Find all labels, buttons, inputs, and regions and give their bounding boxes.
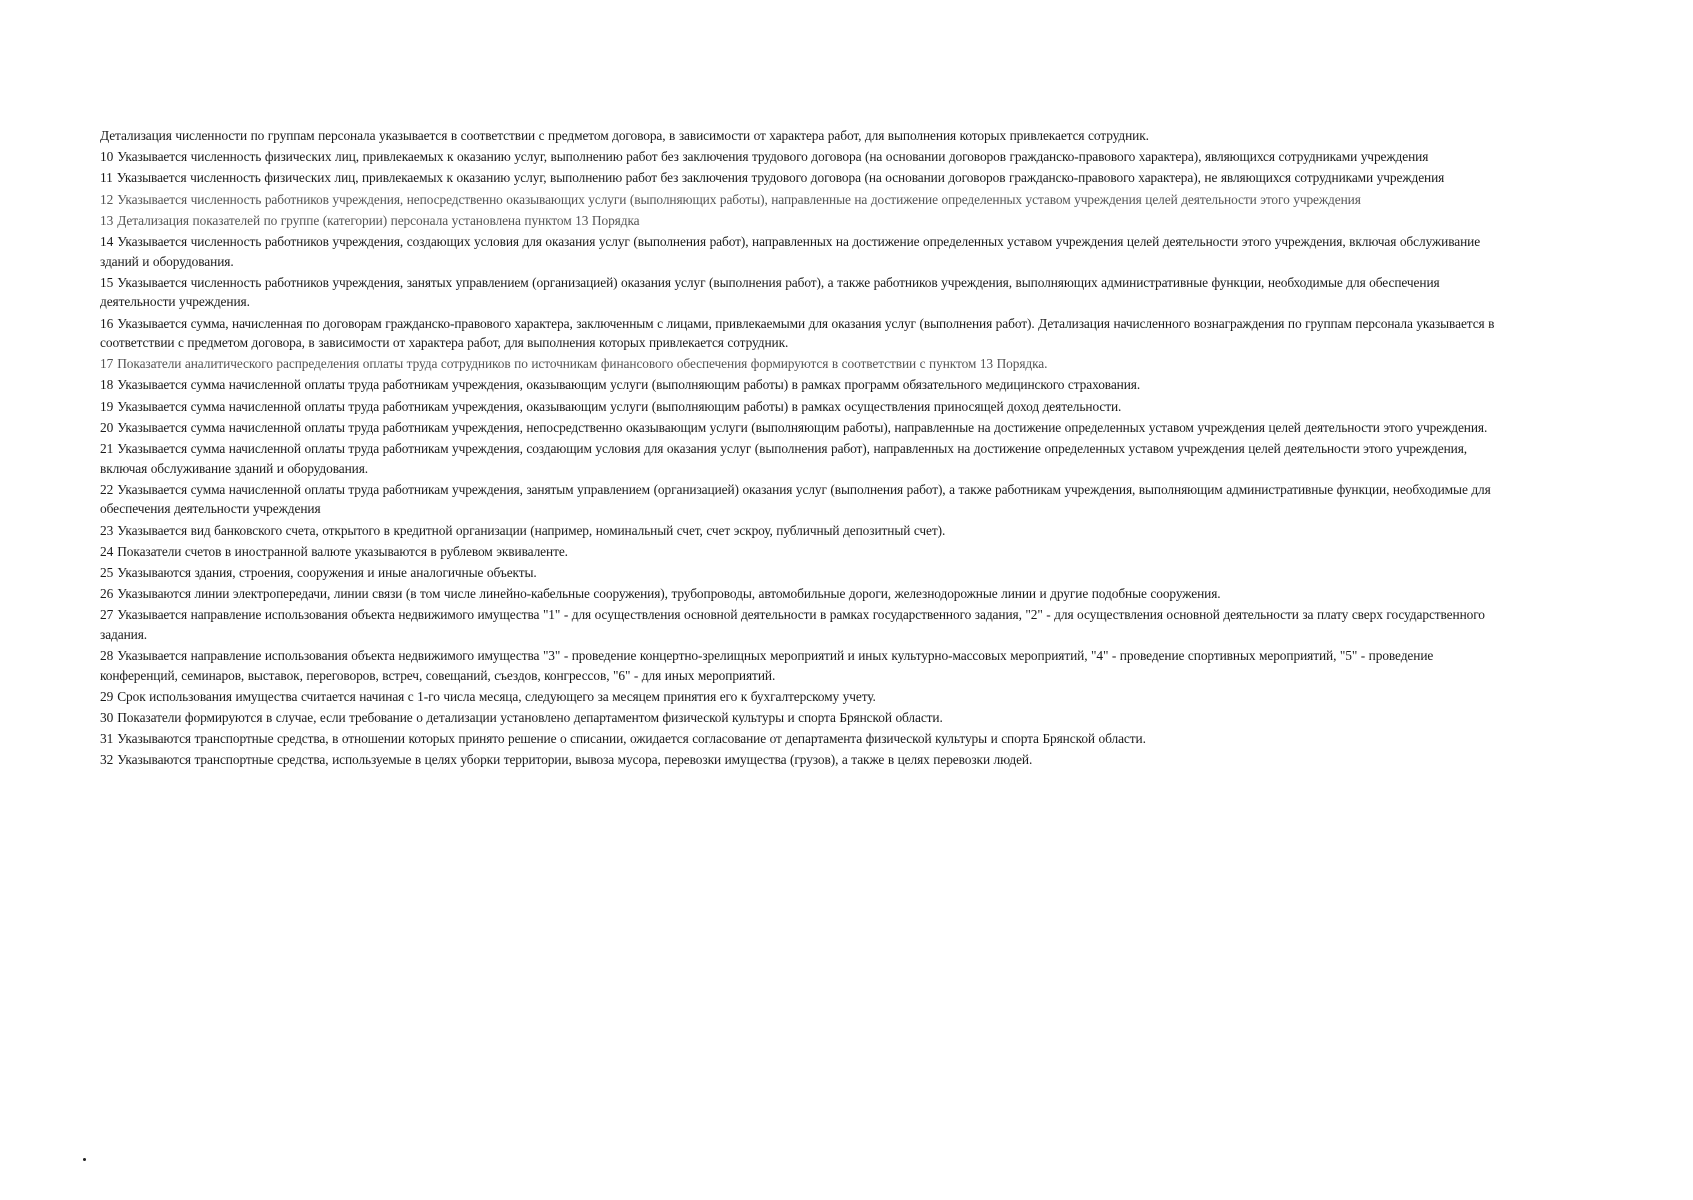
footnote-number: 30 — [100, 710, 114, 726]
footnote-text: Указывается сумма начисленной оплаты труда работникам учреждения, оказывающим услуги (выполняющим работы) в рамках осуществления приносящей доход деятельности. — [117, 398, 1122, 414]
footnote-number: 28 — [100, 648, 114, 664]
footnote-text: Указываются транспортные средства, в отношении которых принято решение о списании, ожидается согласование от департамента физической культуры и спорта Брянской области. — [117, 731, 1146, 747]
footnote-text: Указывается численность физических лиц, привлекаемых к оказанию услуг, выполнению работ без заключения трудового договора (на основании договоров гражданско-правового характера), не являющихся сотрудниками учреждения — [116, 170, 1445, 186]
footnote-number: 20 — [100, 419, 114, 435]
scan-speck — [83, 1158, 86, 1161]
footnote-text: Указывается сумма начисленной оплаты труда работникам учреждения, оказывающим услуги (выполняющим работы) в рамках программ обязательного медицинского страхования. — [117, 377, 1141, 393]
footnote-19 — [100, 397, 1500, 417]
footnote-number: 18 — [100, 377, 114, 393]
footnote-24 — [100, 542, 1500, 562]
footnote-30 — [100, 708, 1500, 728]
footnote-number: 10 — [100, 149, 114, 165]
footnote-15 — [100, 273, 1500, 312]
footnote-31 — [100, 729, 1500, 749]
footnote-number: 29 — [100, 688, 114, 704]
footnote-number: 22 — [100, 481, 114, 497]
footnote-number: 16 — [100, 315, 114, 331]
footnote-number: 32 — [100, 752, 114, 768]
footnote-number: 27 — [100, 607, 114, 623]
footnote-25 — [100, 563, 1500, 583]
footnote-text: Указываются здания, строения, сооружения и иные аналогичные объекты. — [117, 564, 537, 580]
footnote-text: Указывается сумма начисленной оплаты труда работникам учреждения, непосредственно оказывающим услуги (выполняющим работы), направленные на достижение определенных уставом учреждения целей деятельности этого учреждения. — [117, 419, 1488, 435]
footnotes-block — [100, 126, 1500, 772]
footnote-text: Показатели аналитического распределения оплаты труда сотрудников по источникам финансового обеспечения формируются в соответствии с пунктом 13 Порядка. — [117, 356, 1048, 372]
footnote-18 — [100, 375, 1500, 395]
footnote-22 — [100, 480, 1500, 519]
footnote-text: Показатели формируются в случае, если требование о детализации установлено департаментом физической культуры и спорта Брянской области. — [117, 710, 943, 726]
footnote-number: 25 — [100, 564, 114, 580]
footnote-text: Указывается сумма начисленной оплаты труда работникам учреждения, занятым управлением (организацией) оказания услуг (выполнения работ), а также работникам учреждения, выполняющим административные функции, необходимые для обеспечения деятельности учреждения — [100, 481, 1491, 517]
footnote-number: 17 — [100, 356, 114, 372]
footnote-number: 11 — [100, 170, 113, 186]
footnote-number: 19 — [100, 398, 114, 414]
footnote-number: 24 — [100, 543, 114, 559]
footnote-12 — [100, 190, 1500, 210]
footnote-32 — [100, 750, 1500, 770]
footnote-number: 31 — [100, 731, 114, 747]
footnote-26 — [100, 584, 1500, 604]
footnote-text: Детализация показателей по группе (категории) персонала установлена пунктом 13 Порядка — [117, 212, 640, 228]
footnote-text: Указывается численность физических лиц, привлекаемых к оказанию услуг, выполнению работ без заключения трудового договора (на основании договоров гражданско-правового характера), являющихся сотрудниками учреждения — [117, 149, 1429, 165]
footnote-number: 21 — [100, 441, 114, 457]
footnote-28 — [100, 646, 1500, 685]
footnote-text: Показатели счетов в иностранной валюте указываются в рублевом эквиваленте. — [117, 543, 568, 559]
footnote-text: Указывается сумма начисленной оплаты труда работникам учреждения, создающим условия для оказания услуг (выполнения работ), направленных на достижение определенных уставом учреждения целей деятельности этого учреждения, включая обслуживание зданий и оборудования. — [100, 441, 1468, 476]
footnote-29 — [100, 687, 1500, 707]
footnote-text: Указывается вид банковского счета, открытого в кредитной организации (например, номинальный счет, счет эскроу, публичный депозитный счет). — [117, 522, 946, 538]
footnote-11 — [100, 168, 1500, 188]
footnote-text: Указывается направление использования объекта недвижимого имущества "3" - проведение концертно-зрелищных мероприятий и иных культурно-массовых мероприятий, "4" - проведение спортивных мероприятий, "5" - проведение конференций, семинаров, выставок, переговоров, встреч, совещаний, съездов, конгрессов, "6" - для иных мероприятий. — [100, 648, 1434, 683]
footnote-number: 26 — [100, 586, 114, 602]
footnote-number: 13 — [100, 212, 114, 228]
footnote-10 — [100, 147, 1500, 167]
footnote-text: Указываются транспортные средства, используемые в целях уборки территории, вывоза мусора, перевозки имущества (грузов), а также в целях перевозки людей. — [117, 752, 1033, 768]
footnote-text: Указываются линии электропередачи, линии связи (в том числе линейно-кабельные сооружения), трубопроводы, автомобильные дороги, железнодорожные линии и другие подобные сооружения. — [117, 586, 1221, 602]
footnote-16 — [100, 314, 1500, 353]
footnote-13 — [100, 211, 1500, 231]
footnote-text: Детализация численности по группам персонала указывается в соответствии с предметом договора, в зависимости от характера работ, для выполнения которых привлекается сотрудник. — [100, 128, 1149, 143]
footnote-21 — [100, 439, 1500, 478]
footnote-14 — [100, 232, 1500, 271]
footnote-text: Указывается численность работников учреждения, непосредственно оказывающих услуги (выполняющих работы), направленные на достижение определенных уставом учреждения целей деятельности этого учреждения — [117, 191, 1361, 207]
footnote-23 — [100, 521, 1500, 541]
footnote-27 — [100, 605, 1500, 644]
footnote-text: Указывается сумма, начисленная по договорам гражданско-правового характера, заключенным с лицами, привлекаемыми для оказания услуг (выполнения работ). Детализация начисленного вознаграждения по группам персонала указывается в соответствии с предметом договора, в зависимости от характера работ, для выполнения которых привлекается сотрудник. — [100, 315, 1495, 351]
footnote-number: 23 — [100, 522, 114, 538]
footnote-20 — [100, 418, 1500, 438]
footnote-continuation — [100, 126, 1500, 146]
footnote-text: Срок использования имущества считается начиная с 1-го числа месяца, следующего за месяцем принятия его к бухгалтерскому учету. — [117, 688, 876, 704]
footnote-number: 15 — [100, 274, 114, 290]
footnote-17 — [100, 354, 1500, 374]
footnote-number: 14 — [100, 233, 114, 249]
footnote-number: 12 — [100, 191, 114, 207]
footnote-text: Указывается направление использования объекта недвижимого имущества "1" - для осуществления основной деятельности в рамках государственного задания, "2" - для осуществления основной деятельности за плату сверх государственного задания. — [100, 607, 1485, 642]
footnote-text: Указывается численность работников учреждения, создающих условия для оказания услуг (выполнения работ), направленных на достижение определенных уставом учреждения целей деятельности этого учреждения, включая обслуживание зданий и оборудования. — [100, 233, 1481, 269]
footnote-text: Указывается численность работников учреждения, занятых управлением (организацией) оказания услуг (выполнения работ), а также работников учреждения, выполняющих административные функции, необходимые для обеспечения деятельности учреждения. — [100, 274, 1440, 310]
